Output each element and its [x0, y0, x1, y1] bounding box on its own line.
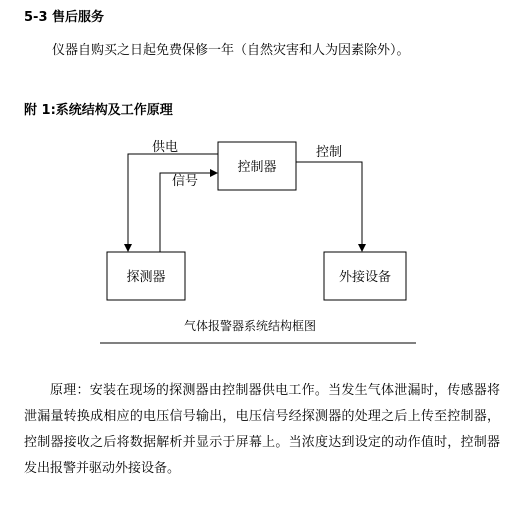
external-device-label: 外接设备: [338, 270, 392, 285]
detector-label: 探测器: [126, 270, 166, 285]
diagram-caption: 气体报警器系统结构框图: [183, 319, 317, 333]
warranty-text: 仪器自购买之日起免费保修一年（自然灾害和人为因素除外）。: [52, 43, 410, 58]
principle-paragraph: 原理：安装在现场的探测器由控制器供电工作。当发生气体泄漏时，传感器将泄漏量转换成相应的电压信号输出，电压信号经探测器的处理之后上传至控制器，控制器接收之后将数据解析并显示于屏幕上。当浓度达到设定的动作值时，控制器发出报警并驱动外接设备。: [24, 383, 500, 476]
power-arrow: [128, 154, 218, 251]
signal-label: 信号: [172, 174, 199, 189]
controller-label: 控制器: [237, 160, 277, 175]
appendix-heading: 附 1:系统结构及工作原理: [24, 103, 173, 118]
power-label: 供电: [152, 140, 179, 155]
control-arrow: [296, 162, 362, 251]
section-heading: 5-3 售后服务: [24, 10, 105, 25]
control-label: 控制: [316, 145, 343, 160]
